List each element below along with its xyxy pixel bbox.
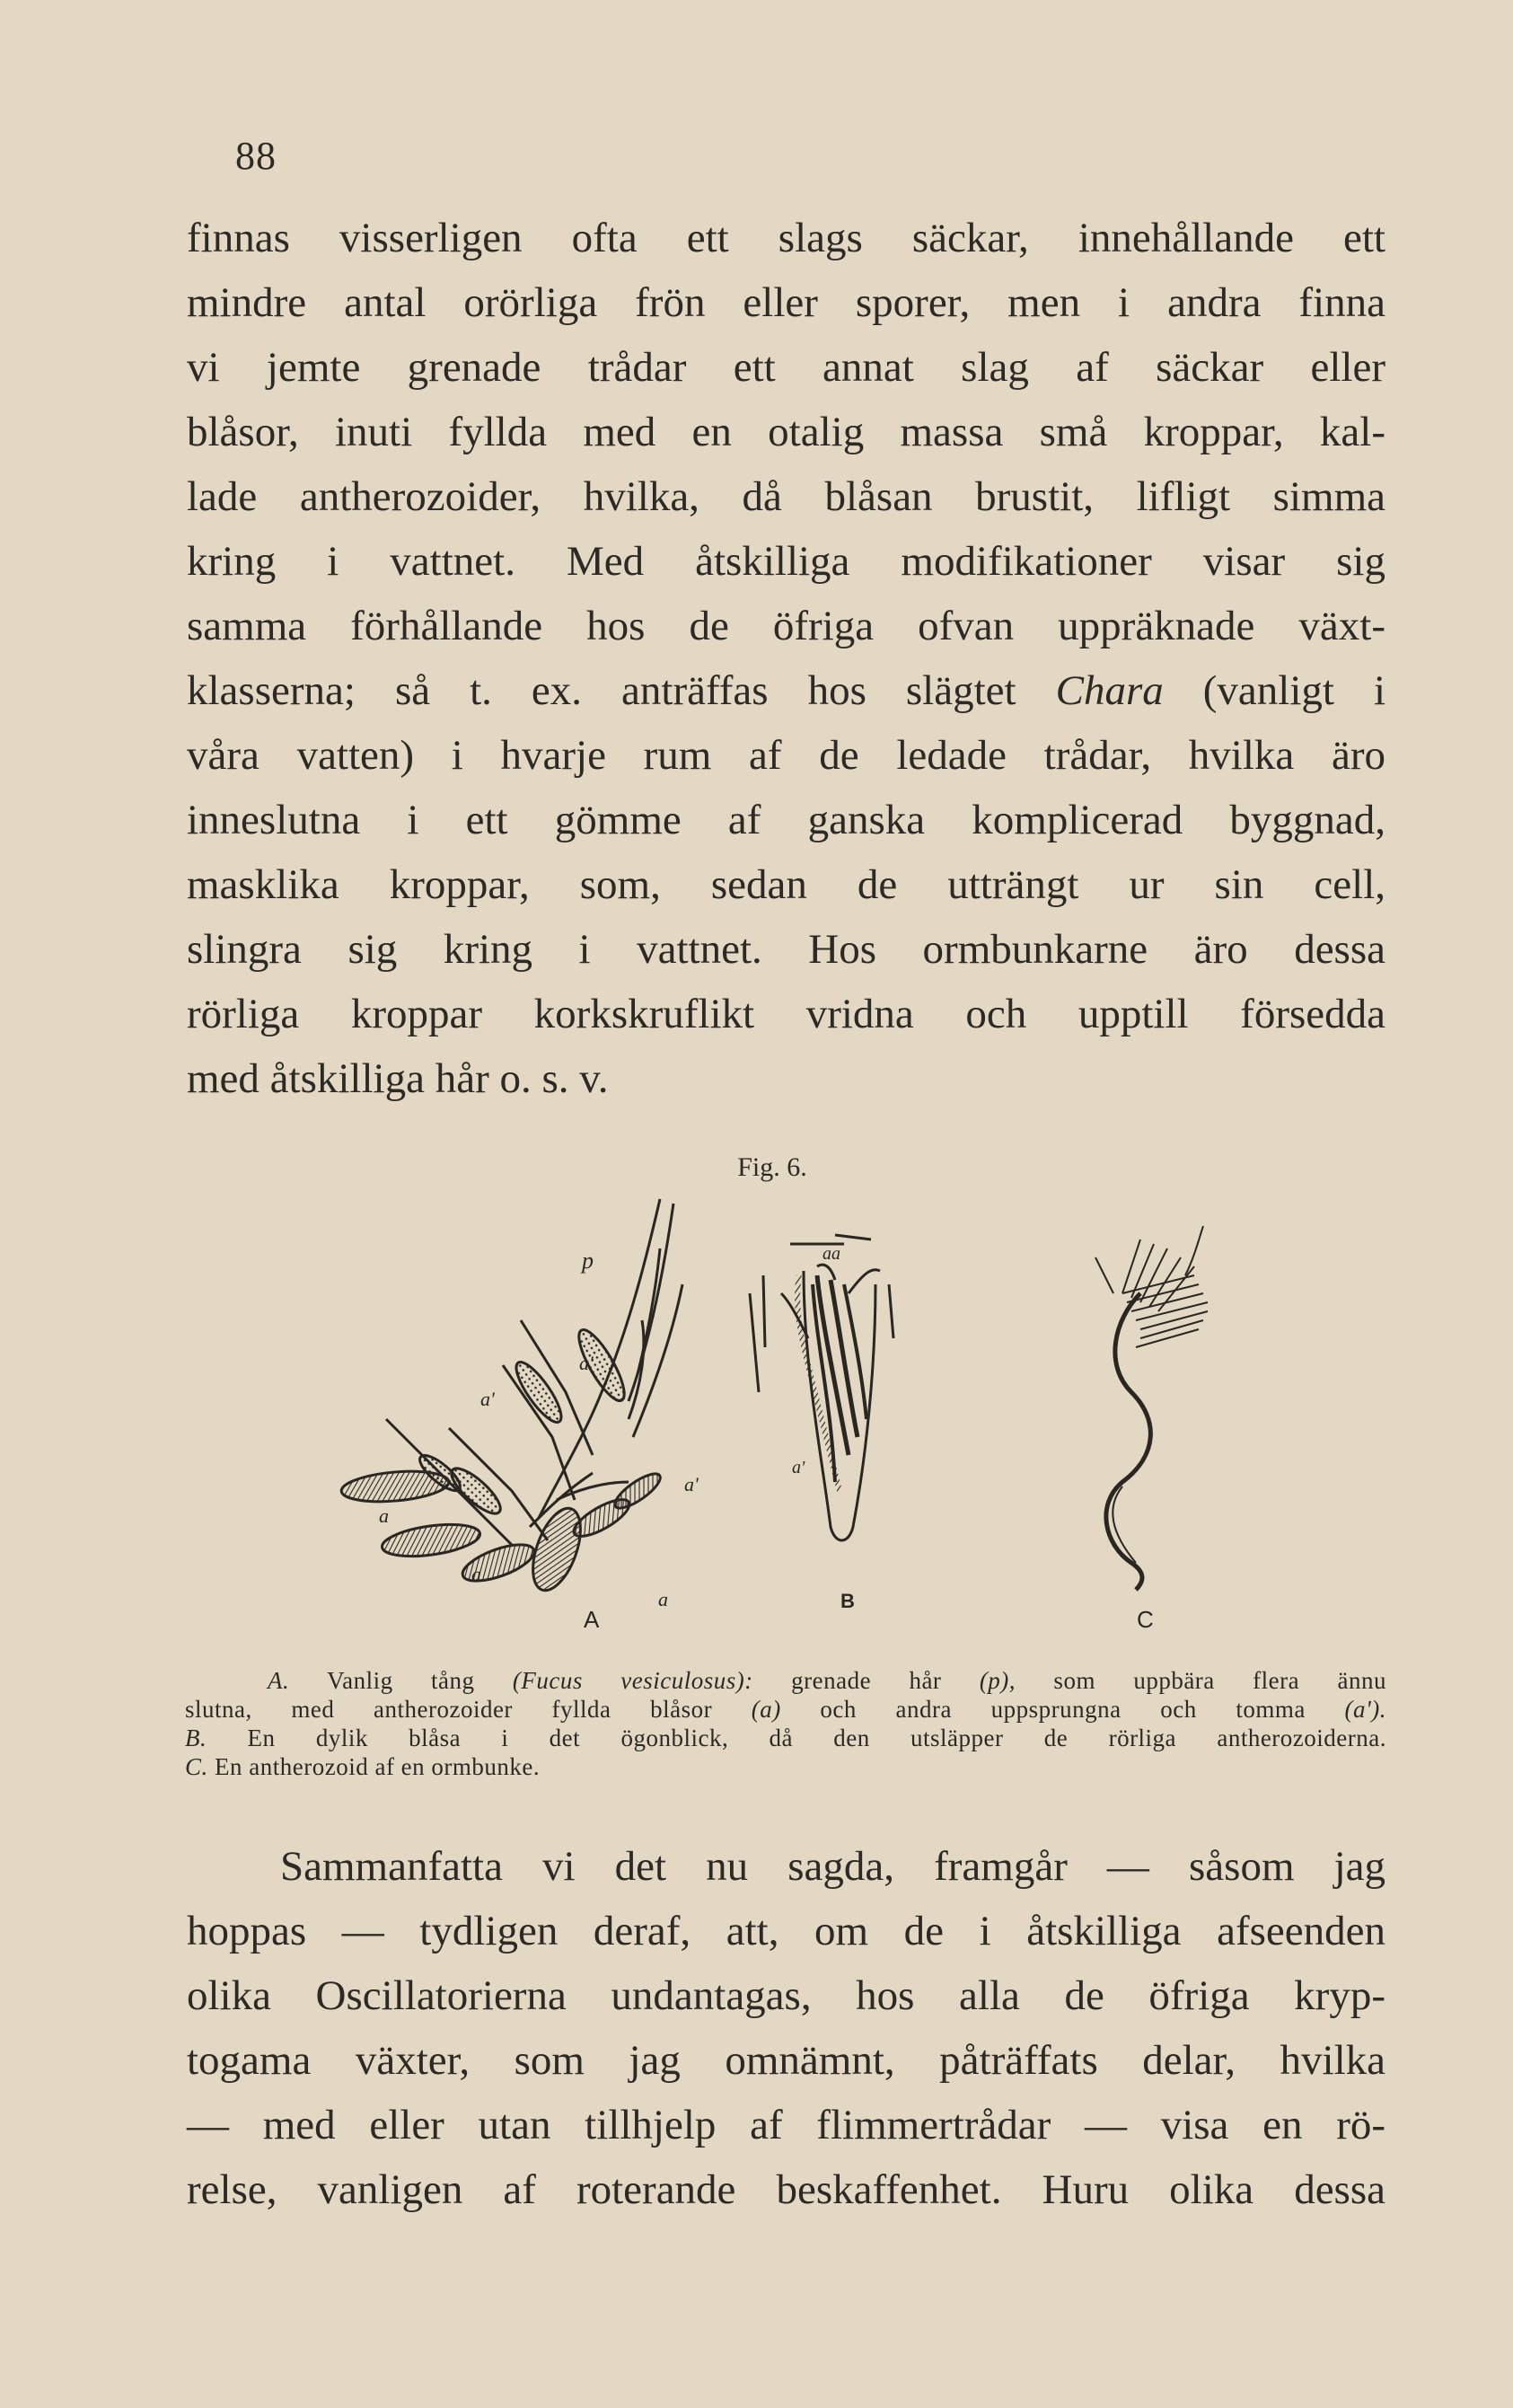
caption-letter: C. [185,1753,208,1780]
paragraph-1 [187,206,1385,1111]
annotation-a-prime: a' [792,1458,805,1477]
text-line: vi jemte grenade trådar ett annat slag af säckar eller [187,344,1385,391]
caption-text: En antherozoid af en ormbunke. [207,1753,541,1780]
caption-letter: A. [268,1667,290,1694]
text-line: hoppas — tydligen deraf, att, om de i åtskilliga afseenden [187,1908,1385,1954]
text-line: samma förhållande hos de öfriga ofvan uppräknade växt- [187,603,1385,649]
caption-species: (Fucus vesiculosus): [512,1667,753,1694]
text-line: blåsor, inuti fyllda med en otalig massa små kroppar, kal- [187,409,1385,455]
text-line: relse, vanligen af roterande beskaffenhet. Huru olika dessa [187,2166,1385,2213]
caption-symbol: (p), [979,1667,1016,1694]
panel-b-drawing [750,1235,893,1540]
figure-illustration [332,1186,1392,1653]
annotation-aa: aa [822,1244,840,1264]
text-line: slingra sig kring i vattnet. Hos ormbunkarne äro dessa [187,926,1385,973]
text-line: våra vatten) i hvarje rum af de ledade trådar, hvilka äro [187,732,1385,779]
caption-text: och andra uppsprungna och tomma [780,1696,1345,1723]
text-line: mindre antal orörliga frön eller sporer, men i andra finna [187,279,1385,326]
caption-text: som uppbära flera ännu [1016,1667,1386,1694]
text-line: masklika kroppar, som, sedan de utträngt ur sin cell, [187,861,1385,908]
caption-symbol: (a'). [1344,1696,1386,1723]
text-line-with-italic [187,658,1385,723]
line-part: klasserna; så t. ex. anträffas hos slägtet [187,667,1056,714]
annotation-a: a [658,1588,668,1610]
text-line: lade antherozoider, hvilka, då blåsan brustit, lifligt simma [187,473,1385,520]
panel-a-drawing [340,1199,682,1597]
text-line: med åtskilliga hår o. s. v. [187,1055,609,1102]
caption-line [185,1695,1386,1724]
text-line: finnas visserligen ofta ett slags säckar, innehållande ett [187,215,1385,261]
figure-label: Fig. 6. [737,1152,807,1182]
paragraph-2 [187,1834,1385,2222]
caption-text: grenade hår [752,1667,980,1694]
text-line: — med eller utan tillhjelp af flimmertrådar — visa en rö- [187,2102,1385,2148]
caption-line [185,1666,1386,1695]
panel-label-c: C [1137,1606,1154,1633]
panel-label-a: A [584,1606,600,1633]
annotation-a: a [471,1563,481,1585]
panel-label-b: B [840,1590,855,1612]
page-number: 88 [235,134,277,178]
annotation-p: p [582,1248,594,1274]
text-line: inneslutna i ett gömme af ganska komplicerad byggnad, [187,797,1385,843]
botanical-figure [332,1186,1392,1653]
annotation-a: a [379,1504,389,1527]
panel-c-drawing [1095,1226,1208,1590]
text-line: rörliga kroppar korkskruflikt vridna och upptill försedda [187,991,1385,1037]
text-line: togama växter, som jag omnämnt, påträffats delar, hvilka [187,2037,1385,2084]
caption-text: Vanlig tång [289,1667,513,1694]
annotation-a-prime: a' [684,1473,699,1495]
figure-caption [185,1666,1386,1781]
text-line: olika Oscillatorierna undantagas, hos alla de öfriga kryp- [187,1972,1385,2019]
caption-symbol: (a) [751,1696,781,1723]
text-line: kring i vattnet. Med åtskilliga modifikationer visar sig [187,538,1385,585]
annotation-a-prime: a' [579,1352,594,1374]
caption-text: En dylik blåsa i det ögonblick, då den utsläpper de rörliga antherozoiderna. [207,1724,1386,1751]
genus-name-chara: Chara [1055,667,1164,714]
line-part: (vanligt i [1163,667,1385,714]
annotation-a-prime: a' [480,1388,495,1410]
caption-letter: B. [185,1724,207,1751]
caption-line [185,1724,1386,1752]
text-line: Sammanfatta vi det nu sagda, framgår — såsom jag [280,1843,1385,1890]
caption-text: slutna, med antherozoider fyllda blåsor [185,1696,752,1723]
caption-line [185,1752,1386,1781]
